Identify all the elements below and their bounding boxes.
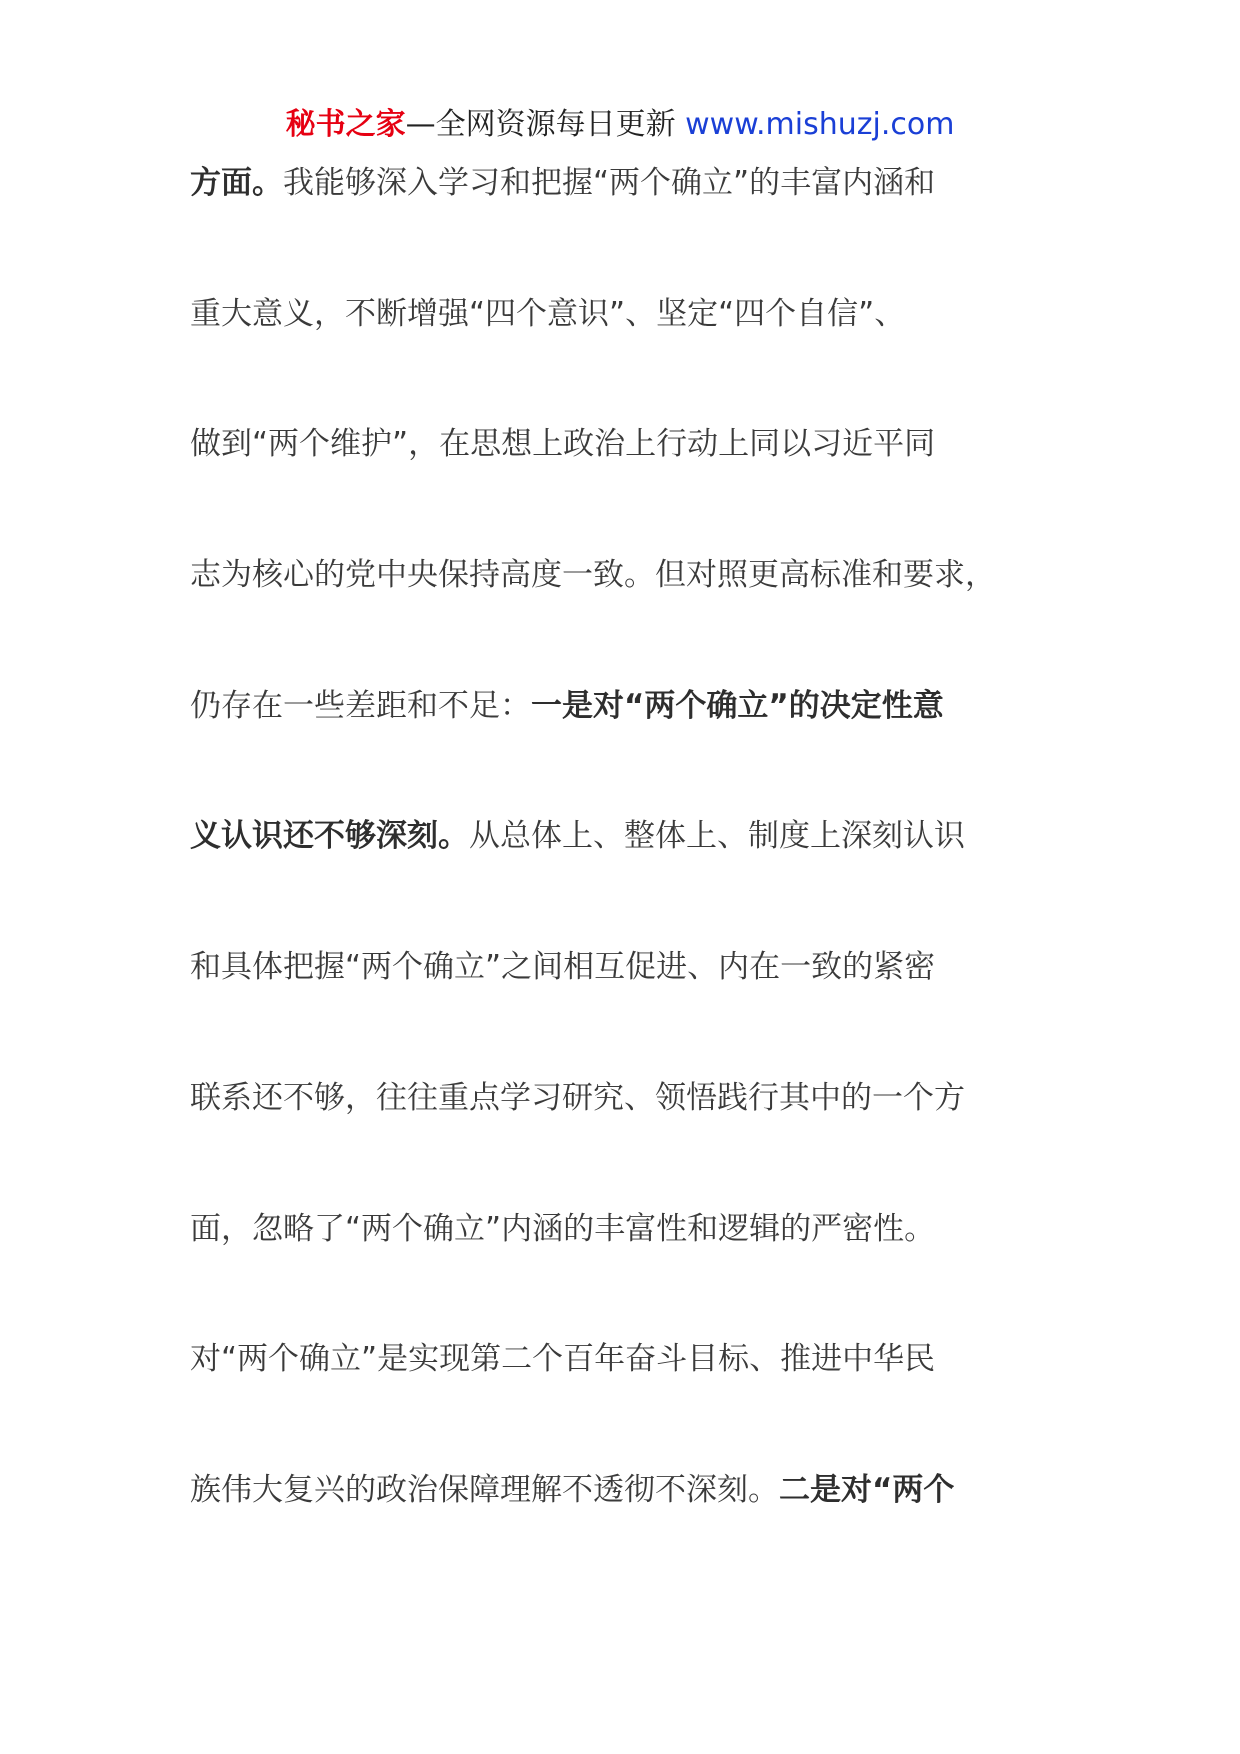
paragraph-line bbox=[190, 163, 1090, 294]
paragraph-line bbox=[190, 424, 1090, 555]
paragraph-line bbox=[190, 686, 1090, 817]
paragraph-line bbox=[190, 816, 1090, 947]
paragraph-line bbox=[190, 1078, 1090, 1209]
body-text: 我能够深入学习和把握“两个确立”的丰富内涵和 bbox=[283, 165, 936, 201]
bold-text: 义认识还不够深刻。 bbox=[190, 818, 469, 855]
site-header bbox=[0, 103, 1240, 147]
paragraph-line bbox=[190, 294, 1090, 425]
paragraph-line bbox=[190, 1339, 1090, 1470]
body-text: 重大意义，不断增强“四个意识”、坚定“四个自信”、 bbox=[190, 295, 906, 332]
bold-text: 方面。 bbox=[190, 165, 283, 201]
body-text: 对“两个确立”是实现第二个百年奋斗目标、推进中华民 bbox=[190, 1341, 936, 1378]
bold-text: 二是对“两个 bbox=[779, 1471, 955, 1508]
bold-text: 一是对“两个确立”的决定性意 bbox=[531, 687, 944, 724]
paragraph-line bbox=[190, 1209, 1090, 1340]
site-url-link[interactable]: www.mishuzj.com bbox=[685, 107, 955, 142]
paragraph-line bbox=[190, 555, 1090, 686]
body-text: 和具体把握“两个确立”之间相互促进、内在一致的紧密 bbox=[190, 949, 936, 986]
body-text: 联系还不够，往往重点学习研究、领悟践行其中的一个方 bbox=[190, 1079, 965, 1116]
paragraph-line bbox=[190, 1470, 1090, 1601]
body-text: 族伟大复兴的政治保障理解不透彻不深刻。 bbox=[190, 1471, 779, 1508]
paragraph-line bbox=[190, 947, 1090, 1078]
body-text: 做到“两个维护”，在思想上政治上行动上同以习近平同 bbox=[190, 426, 936, 463]
body-text: 面，忽略了“两个确立”内涵的丰富性和逻辑的严密性。 bbox=[190, 1210, 936, 1247]
body-text: 志为核心的党中央保持高度一致。但对照更高标准和要求， bbox=[190, 557, 996, 594]
document-body bbox=[190, 163, 1090, 1601]
brand-name: 秘书之家 bbox=[285, 107, 406, 142]
body-text: 仍存在一些差距和不足： bbox=[190, 687, 531, 724]
header-tagline: —全网资源每日更新 bbox=[405, 107, 686, 142]
body-text: 从总体上、整体上、制度上深刻认识 bbox=[469, 818, 965, 855]
